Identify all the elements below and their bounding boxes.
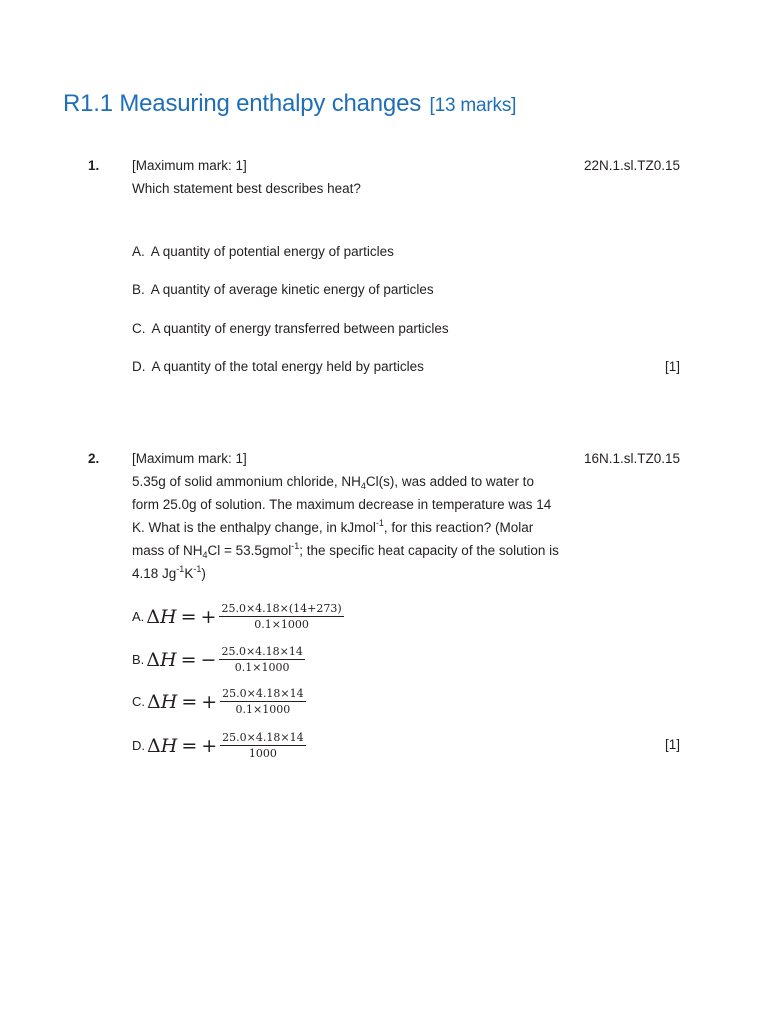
fraction xyxy=(220,731,305,760)
enthalpy-equation: ΔH = − $\frac{25.0\times 4.18\times 14}{0.1\times 1000}$ xyxy=(146,645,303,674)
question-2-option-a xyxy=(132,602,344,631)
enthalpy-equation: ΔH = + $\frac{25.0\times 4.18\times 14}{0.1\times 1000}$ xyxy=(147,687,304,716)
question-2-line-3: K. What is the enthalpy change, in kJmol$^{-1}$, for this reaction? (Molar xyxy=(132,518,534,535)
option-letter: A. xyxy=(132,244,145,259)
question-1-option-d xyxy=(132,359,424,374)
option-text: A quantity of energy transferred between particles xyxy=(151,321,449,336)
fraction-denominator: 1000 xyxy=(248,747,277,760)
fraction-denominator: 0.1×1000 xyxy=(254,618,309,631)
option-letter: A. xyxy=(132,609,145,624)
fraction xyxy=(219,645,304,674)
question-2-max-mark: [Maximum mark: 1] xyxy=(132,451,247,466)
question-2-line-4: mass of $NH_4Cl$ = 53.5gmol$^{-1}$; the specific heat capacity of the solution is xyxy=(132,541,559,560)
question-1-number: 1. xyxy=(88,158,100,173)
option-letter: D. xyxy=(132,738,145,753)
question-2-option-d xyxy=(132,731,306,760)
option-text: A quantity of average kinetic energy of particles xyxy=(150,282,434,297)
fraction-numerator: 25.0×4.18×14 xyxy=(222,731,304,744)
question-2-line-1: 5.35g of solid ammonium chloride, $NH_4Cl(s)$, was added to water to xyxy=(132,474,534,491)
question-2-line-2: form 25.0g of solution. The maximum decrease in temperature was 14 xyxy=(132,497,552,512)
fraction xyxy=(219,602,343,631)
option-letter: B. xyxy=(132,652,145,667)
question-2-mark: [1] xyxy=(664,737,680,752)
enthalpy-equation: ΔH = + $\frac{25.0\times 4.18\times(14+273)}{0.1\times 1000}$ xyxy=(146,602,342,631)
question-2-option-c xyxy=(132,687,306,716)
question-1-text: Which statement best describes heat? xyxy=(132,181,361,196)
question-2-number: 2. xyxy=(88,451,100,466)
question-1-max-mark: [Maximum mark: 1] xyxy=(132,158,247,173)
question-1-mark: [1] xyxy=(664,359,680,374)
question-1-option-c xyxy=(132,321,449,336)
question-1-body xyxy=(132,154,582,200)
fraction-numerator: 25.0×4.18×(14+273) xyxy=(221,602,342,615)
question-1-reference: 22N.1.sl.TZ0.15 xyxy=(583,158,680,173)
question-1-option-b xyxy=(132,282,434,297)
option-letter: B. xyxy=(132,282,145,297)
title-text: R1.1 Measuring enthalpy changes xyxy=(63,90,422,117)
page-title xyxy=(63,90,516,118)
title-marks: [13 marks] xyxy=(429,95,517,116)
option-text: A quantity of the total energy held by particles xyxy=(151,359,424,374)
question-2-line-5: 4.18 $Jg^{-1}K^{-1}$) xyxy=(132,564,206,581)
fraction-denominator: 0.1×1000 xyxy=(234,661,290,674)
fraction-denominator: 0.1×1000 xyxy=(235,703,291,716)
question-1-option-a xyxy=(132,244,394,259)
fraction-numerator: 25.0×4.18×14 xyxy=(222,687,304,700)
question-2-body xyxy=(132,447,582,585)
fraction xyxy=(220,687,305,716)
question-2-option-b xyxy=(132,645,305,674)
fraction-numerator: 25.0×4.18×14 xyxy=(221,645,303,658)
question-2-reference: 16N.1.sl.TZ0.15 xyxy=(583,451,680,466)
option-letter: C. xyxy=(132,694,145,709)
option-letter: D. xyxy=(132,359,146,374)
enthalpy-equation: ΔH = + $\frac{25.0\times 4.18\times 14}{1000}$ xyxy=(147,731,304,760)
option-text: A quantity of potential energy of particles xyxy=(150,244,394,259)
option-letter: C. xyxy=(132,321,146,336)
